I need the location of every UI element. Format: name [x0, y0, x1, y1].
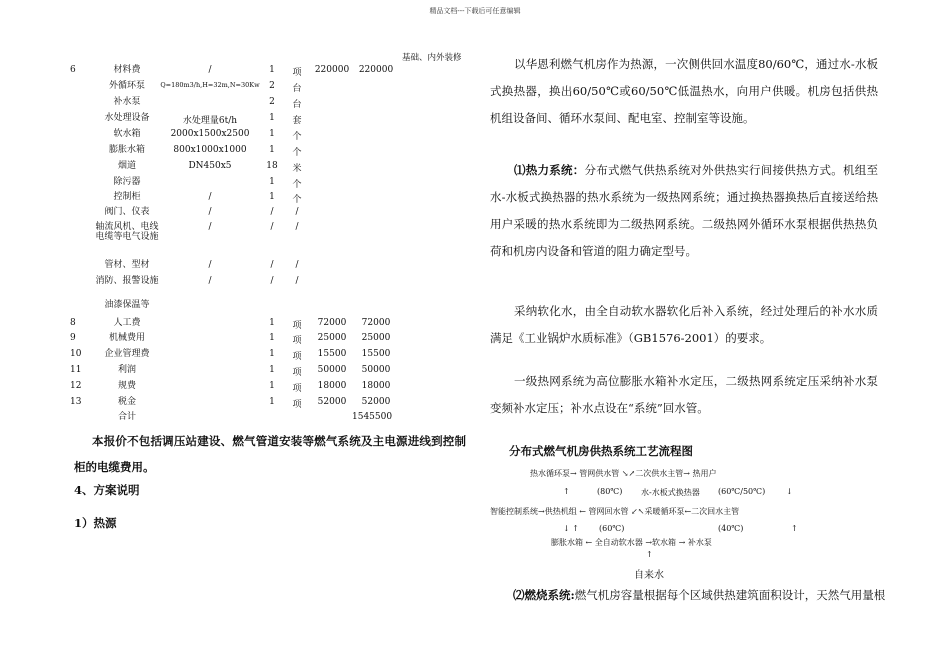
item-quantity: 1	[269, 397, 275, 407]
item-name: 水处理设备	[104, 113, 150, 123]
item-spec: /	[208, 260, 212, 270]
item-spec: /	[208, 276, 212, 286]
item-unit-price: 18000	[317, 381, 347, 391]
item-name: 人工费	[113, 318, 141, 328]
table-row	[0, 333, 470, 349]
flow-line-return: 智能控制系统→供热机组 ← 管网回水管 ↙↖采暖循环泵←二次回水主管	[490, 507, 740, 516]
table-row	[0, 113, 470, 129]
table-row	[0, 412, 470, 428]
flow-temp-60: (60℃)	[599, 524, 625, 533]
item-unit: 项	[292, 368, 302, 378]
flow-arrows-left: ↓ ↑	[563, 524, 579, 533]
flow-temp-40: (40℃)	[718, 524, 744, 533]
item-quantity: 1	[269, 318, 275, 328]
item-unit: 套	[292, 116, 302, 126]
item-name: 管材、型材	[104, 260, 150, 270]
item-total: 25000	[361, 333, 391, 343]
item-quantity: /	[270, 260, 274, 270]
item-spec: /	[208, 65, 212, 75]
item-unit: 米	[292, 164, 302, 174]
table-row	[0, 81, 470, 97]
flow-temp-80: (80℃)	[597, 487, 623, 496]
row-number: 6	[70, 65, 76, 75]
item-spec: 水处理量6t/h	[182, 116, 238, 126]
item-quantity: 2	[269, 81, 275, 91]
pressure-paragraph: 一级热网系统为高位膨胀水箱补水定压，二级热网系统定压采纳补水泵变频补水定压；补水点设在“系统”回水管。	[490, 374, 878, 415]
item-quantity: 1	[269, 349, 275, 359]
combustion-system-paragraph	[513, 582, 891, 609]
item-name: 阀门、仪表	[104, 207, 150, 217]
item-quantity: /	[270, 276, 274, 286]
item-unit-price: 72000	[317, 318, 347, 328]
item-spec: /	[208, 192, 212, 202]
item-name: 轴流风机、电线电缆等电气设施	[95, 222, 159, 242]
item-name: 规费	[117, 381, 136, 391]
table-row	[0, 397, 470, 413]
item-quantity: 1	[269, 333, 275, 343]
item-total: 72000	[361, 318, 391, 328]
table-row	[0, 145, 470, 161]
item-unit: 项	[292, 321, 302, 331]
item-unit-price: 220000	[314, 65, 350, 75]
item-unit: /	[295, 276, 299, 286]
heating-system-text: 分布式燃气供热系统对外供热实行间接供热方式。机组至水-水板式换热器的热水系统为一级热网系统；通过换热器换热后直接送给热用户采暖的热水系统即为二级热网系统。二级热网外循环水泵根据供热热负荷和机房内设备和管道的阻力确定型号。	[490, 163, 878, 258]
softened-water-paragraph: 采纳软化水，由全自动软水器软化后补入系统，经过处理后的补水水质满足《工业锅炉水质标准》（GB1576-2001）的要求。	[490, 304, 878, 345]
item-unit: 项	[292, 336, 302, 346]
item-quantity: 18	[266, 161, 278, 171]
item-name: 消防、报警设施	[95, 276, 159, 286]
item-spec: DN450x5	[188, 161, 232, 171]
item-spec: /	[208, 207, 212, 217]
item-name: 外循环泵	[108, 81, 145, 91]
item-spec: 800x1000x1000	[173, 145, 247, 155]
item-unit: /	[295, 222, 299, 232]
table-row	[0, 129, 470, 145]
item-name: 企业管理费	[104, 349, 150, 359]
item-name: 材料费	[113, 65, 141, 75]
flow-arrow-up-right: ↑	[791, 524, 798, 533]
item-unit: 项	[292, 384, 302, 394]
item-unit: 个	[292, 180, 302, 190]
item-quantity: 1	[269, 365, 275, 375]
item-total: 15500	[361, 349, 391, 359]
item-spec: 2000x1500x2500	[170, 129, 250, 139]
table-row	[0, 207, 470, 223]
item-unit: 台	[292, 84, 302, 94]
item-unit: 项	[292, 400, 302, 410]
item-quantity: 1	[269, 113, 275, 123]
heat-source-paragraph: 以华恩利燃气机房作为热源，一次侧供回水温度80/60℃，通过水-水板式换热器，换出60/50℃或60/50℃低温热水，向用户供暖。机房包括供热机组设备间、循环水泵间、配电室、控制室等设施。	[490, 57, 878, 125]
item-name: 油漆保温等	[104, 300, 150, 310]
flow-arrow-up-tap: ↑	[646, 550, 653, 559]
item-unit: 项	[292, 68, 302, 78]
table-row	[0, 300, 470, 316]
table-row	[0, 381, 470, 397]
item-quantity: 1	[269, 65, 275, 75]
item-quantity: 1	[269, 192, 275, 202]
subsection-heading-heat-source: 1）热源	[74, 516, 117, 530]
item-unit-price: 15500	[317, 349, 347, 359]
item-quantity: /	[270, 222, 274, 232]
item-quantity: /	[270, 207, 274, 217]
row-number: 9	[70, 333, 76, 343]
item-unit: /	[295, 207, 299, 217]
item-name: 合计	[117, 412, 136, 422]
item-name: 利润	[117, 365, 136, 375]
item-name: 膨胀水箱	[108, 145, 145, 155]
table-row	[0, 192, 470, 208]
table-row	[0, 318, 470, 334]
item-name: 软水箱	[113, 129, 141, 139]
table-continuation-note: 基础、内外装修	[402, 53, 462, 63]
flow-arrow-down-right: ↓	[786, 487, 793, 496]
item-total: 52000	[361, 397, 391, 407]
flow-temp-60-50: (60℃/50℃)	[718, 487, 766, 496]
flow-arrow-up-left: ↑	[563, 487, 570, 496]
heating-system-paragraph	[490, 157, 878, 265]
item-spec: Q=180m3/h,H=32m,N=30Kw	[160, 81, 260, 89]
item-name: 除污器	[113, 177, 141, 187]
flow-line-supply: 热水循环泵→ 管网供水管 ↘↗二次供水主管→ 热用户	[530, 469, 717, 478]
item-name: 机械费用	[108, 333, 145, 343]
flow-line-water-treatment: 膨胀水箱 ← 全自动软水器 →软水箱 → 补水泵	[551, 538, 712, 547]
table-row	[0, 97, 470, 113]
item-total: 220000	[358, 65, 394, 75]
flow-heat-exchanger: 水-水板式换热器	[641, 488, 700, 497]
item-unit: 项	[292, 352, 302, 362]
table-row	[0, 276, 470, 296]
item-name: 税金	[117, 397, 136, 407]
item-quantity: 1	[269, 129, 275, 139]
item-spec: /	[208, 222, 212, 232]
section-heading: 4、方案说明	[74, 483, 140, 497]
table-row	[0, 260, 470, 276]
item-quantity: 2	[269, 97, 275, 107]
item-unit: /	[295, 260, 299, 270]
table-row	[0, 365, 470, 381]
item-name: 补水泵	[113, 97, 141, 107]
combustion-system-text: 燃气机房容量根据每个区域供热建筑面积设计，天然气用量根	[574, 588, 886, 602]
item-unit-price: 52000	[317, 397, 347, 407]
table-row	[0, 161, 470, 177]
item-quantity: 1	[269, 177, 275, 187]
item-unit-price: 50000	[317, 365, 347, 375]
item-name: 控制柜	[113, 192, 141, 202]
page-header-note: 精品文档---下载后可任意编辑	[429, 7, 521, 15]
item-unit: 个	[292, 148, 302, 158]
item-total: 1545500	[352, 412, 393, 422]
table-row	[0, 177, 470, 193]
table-row	[0, 349, 470, 365]
item-total: 18000	[361, 381, 391, 391]
item-unit: 个	[292, 195, 302, 205]
item-name: 烟道	[117, 161, 136, 171]
row-number: 12	[70, 381, 82, 391]
row-number: 8	[70, 318, 76, 328]
item-quantity: 1	[269, 145, 275, 155]
item-quantity: 1	[269, 381, 275, 391]
item-total: 50000	[361, 365, 391, 375]
heating-system-label: ⑴热力系统：	[514, 163, 585, 177]
row-number: 10	[70, 349, 82, 359]
combustion-system-label: ⑵燃烧系统:	[513, 588, 575, 602]
table-row	[0, 65, 470, 81]
flow-diagram-title: 分布式燃气机房供热系统工艺流程图	[509, 444, 693, 458]
row-number: 11	[70, 365, 82, 375]
quote-exclusion-note: 本报价不包括调压站建设、燃气管道安装等燃气系统及主电源进线到控制柜的电缆费用。	[74, 434, 466, 474]
item-unit-price: 25000	[317, 333, 347, 343]
row-number: 13	[70, 397, 82, 407]
table-row	[0, 222, 470, 258]
flow-tap-water: 自来水	[634, 570, 664, 581]
item-unit: 台	[292, 100, 302, 110]
item-unit: 个	[292, 132, 302, 142]
